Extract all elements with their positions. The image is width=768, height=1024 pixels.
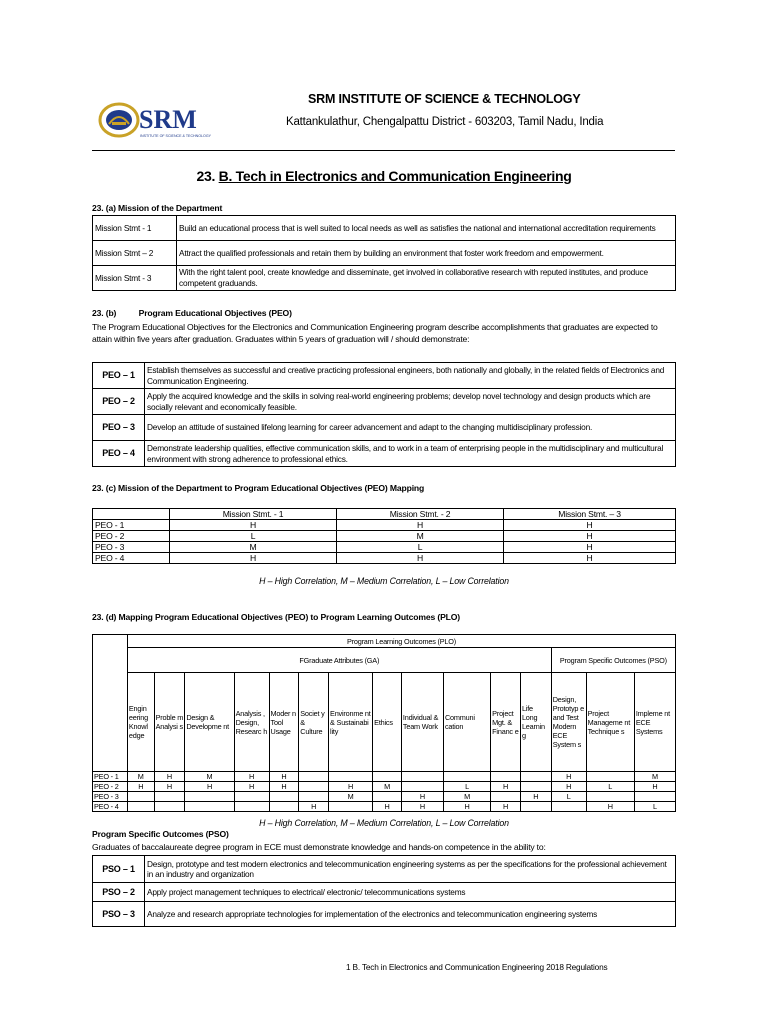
peo-heading: 23. (b) Program Educational Objectives (PEO) xyxy=(92,308,292,318)
table-cell xyxy=(586,792,634,802)
table-cell: M xyxy=(373,782,402,792)
pso-text: Apply project management techniques to electrical/ electronic/ telecommunications systems xyxy=(145,883,676,902)
table-cell: H xyxy=(299,802,329,812)
peo-row xyxy=(93,389,676,415)
mission-heading: 23. (a) Mission of the Department xyxy=(92,203,223,213)
table-cell: H xyxy=(401,802,443,812)
pso-intro: Graduates of baccalaureate degree program in ECE must demonstrate knowledge and hands-on competence in the ability to: xyxy=(92,842,546,852)
table-cell: H xyxy=(269,772,299,782)
attribute-header: Design & Developme nt xyxy=(185,673,234,772)
mission-row xyxy=(93,241,676,266)
pso-row xyxy=(93,902,676,927)
table-row xyxy=(93,520,676,531)
peo-text: Apply the acquired knowledge and the skills in solving real-world engineering problems; develop novel technology and design products which are socially relevant and economically feasible. xyxy=(145,389,676,415)
row-label: PEO - 4 xyxy=(93,802,128,812)
table-row xyxy=(93,553,676,564)
peo-plo-table xyxy=(92,634,676,812)
table-cell xyxy=(127,802,154,812)
table-cell: H xyxy=(551,782,586,792)
plo-header: Program Learning Outcomes (PLO) xyxy=(127,635,675,648)
table-cell xyxy=(329,772,373,782)
institute-name: SRM INSTITUTE OF SCIENCE & TECHNOLOGY xyxy=(308,92,581,106)
table-cell: H xyxy=(586,802,634,812)
peo-text: Demonstrate leadership qualities, effective communication skills, and to work in a team of enterprising people in the multidisciplinary and multicultural environment with strong adherence to professional ethics. xyxy=(145,441,676,467)
table-cell xyxy=(586,772,634,782)
mission-label: Mission Stmt – 2 xyxy=(93,241,177,266)
pso-text: Design, prototype and test modern electronics and telecommunication engineering systems as per the specifications for the professional achievement in an industry and organization xyxy=(145,856,676,883)
mission-peo-legend: H – High Correlation, M – Medium Correlation, L – Low Correlation xyxy=(259,576,509,586)
title-text: B. Tech in Electronics and Communication Engineering xyxy=(218,168,572,184)
table-row xyxy=(93,802,676,812)
row-label: PEO - 3 xyxy=(93,792,128,802)
table-cell xyxy=(154,792,185,802)
table-cell: H xyxy=(269,782,299,792)
row-label: PEO - 1 xyxy=(93,772,128,782)
table-cell xyxy=(269,792,299,802)
table-cell xyxy=(491,792,521,802)
column-header: Mission Stmt. - 1 xyxy=(170,509,337,520)
mission-row xyxy=(93,216,676,241)
column-header xyxy=(93,509,170,520)
empty-corner-cell xyxy=(93,635,128,772)
mission-text: Build an educational process that is well suited to local needs as well as satisfies the national and international accreditation requirements xyxy=(177,216,676,241)
table-cell xyxy=(373,772,402,782)
table-row xyxy=(93,772,676,782)
table-cell: H xyxy=(127,782,154,792)
attribute-header-row xyxy=(93,673,676,772)
attribute-header: Project Mgt. & Financ e xyxy=(491,673,521,772)
institute-address: Kattankulathur, Chengalpattu District - 603203, Tamil Nadu, India xyxy=(286,116,604,128)
attribute-header: Analysis , Design, Researc h xyxy=(234,673,269,772)
attribute-header: Proble m Analysi s xyxy=(154,673,185,772)
attribute-header: Project Manageme nt Technique s xyxy=(586,673,634,772)
mission-text: Attract the qualified professionals and retain them by building an environment that foster work freedom and empowerment. xyxy=(177,241,676,266)
pso-header: Program Specific Outcomes (PSO) xyxy=(551,648,675,673)
table-cell: H xyxy=(491,802,521,812)
table-row xyxy=(93,542,676,553)
table-cell xyxy=(551,802,586,812)
pso-label: PSO – 1 xyxy=(93,856,145,883)
row-label: PEO - 3 xyxy=(93,542,170,553)
table-cell: M xyxy=(185,772,234,782)
table-cell: H xyxy=(234,772,269,782)
table-cell xyxy=(520,782,551,792)
table-cell: H xyxy=(504,542,676,553)
table-cell xyxy=(185,792,234,802)
row-label: PEO - 4 xyxy=(93,553,170,564)
mission-label: Mission Stmt - 3 xyxy=(93,266,177,291)
table-cell: H xyxy=(170,520,337,531)
table-cell: H xyxy=(504,520,676,531)
attribute-header: Design, Prototyp e and Test Modern ECE System s xyxy=(551,673,586,772)
table-cell: H xyxy=(504,553,676,564)
attribute-header: Societ y & Culture xyxy=(299,673,329,772)
pso-row xyxy=(93,883,676,902)
table-cell: M xyxy=(443,792,490,802)
table-cell: L xyxy=(551,792,586,802)
mission-table xyxy=(92,215,676,291)
peo-label: PEO – 3 xyxy=(93,415,145,441)
attribute-header: Communi cation xyxy=(443,673,490,772)
table-cell: L xyxy=(443,782,490,792)
table-cell: L xyxy=(634,802,675,812)
table-cell xyxy=(401,782,443,792)
column-header: Mission Stmt. – 3 xyxy=(504,509,676,520)
ga-header: FGraduate Attributes (GA) xyxy=(127,648,551,673)
mission-row xyxy=(93,266,676,291)
table-cell: L xyxy=(586,782,634,792)
table-cell: L xyxy=(337,542,504,553)
plo-header-row xyxy=(93,635,676,648)
table-cell: L xyxy=(170,531,337,542)
table-cell xyxy=(299,792,329,802)
peo-row xyxy=(93,441,676,467)
page-footer: 1 B. Tech in Electronics and Communication Engineering 2018 Regulations xyxy=(346,962,608,972)
peo-label: PEO – 4 xyxy=(93,441,145,467)
table-cell: H xyxy=(170,553,337,564)
srm-logo xyxy=(97,98,225,144)
mission-peo-table xyxy=(92,508,676,564)
table-cell xyxy=(634,792,675,802)
table-cell: H xyxy=(329,782,373,792)
attribute-header: Life Long Learnin g xyxy=(520,673,551,772)
attribute-header: Individual & Team Work xyxy=(401,673,443,772)
mission-label: Mission Stmt - 1 xyxy=(93,216,177,241)
table-cell: M xyxy=(127,772,154,782)
table-cell xyxy=(373,792,402,802)
table-cell xyxy=(520,772,551,782)
row-label: PEO - 1 xyxy=(93,520,170,531)
peo-label: PEO – 1 xyxy=(93,363,145,389)
table-cell: M xyxy=(337,531,504,542)
ga-header-row xyxy=(93,648,676,673)
peo-table xyxy=(92,362,676,467)
pso-heading: Program Specific Outcomes (PSO) xyxy=(92,829,229,839)
row-label: PEO - 2 xyxy=(93,531,170,542)
table-header-row xyxy=(93,509,676,520)
table-row xyxy=(93,531,676,542)
table-cell: H xyxy=(401,792,443,802)
logo-wordmark: SRM xyxy=(139,105,197,134)
peo-label: PEO – 2 xyxy=(93,389,145,415)
table-cell xyxy=(520,802,551,812)
table-cell xyxy=(329,802,373,812)
table-cell: H xyxy=(520,792,551,802)
table-cell: H xyxy=(491,782,521,792)
table-cell xyxy=(443,772,490,782)
table-row xyxy=(93,782,676,792)
peo-text: Establish themselves as successful and creative practicing professional engineers, both nationally and globally, in the related fields of Electronics and Communication Engineering. xyxy=(145,363,676,389)
pso-text: Analyze and research appropriate technologies for implementation of the electronics and telecommunication engineering systems xyxy=(145,902,676,927)
table-cell: H xyxy=(551,772,586,782)
table-cell: H xyxy=(373,802,402,812)
attribute-header: Moder n Tool Usage xyxy=(269,673,299,772)
table-cell xyxy=(299,782,329,792)
pso-label: PSO – 2 xyxy=(93,883,145,902)
table-cell: H xyxy=(185,782,234,792)
pso-table xyxy=(92,855,676,927)
table-cell: H xyxy=(154,782,185,792)
table-cell xyxy=(299,772,329,782)
table-row xyxy=(93,792,676,802)
column-header: Mission Stmt. - 2 xyxy=(337,509,504,520)
table-cell: H xyxy=(337,520,504,531)
table-cell: H xyxy=(154,772,185,782)
table-cell: H xyxy=(634,782,675,792)
table-cell xyxy=(234,792,269,802)
table-cell: M xyxy=(329,792,373,802)
peo-intro: The Program Educational Objectives for the Electronics and Communication Engineering program describe accomplishments that graduates are expected to attain within five years after graduation. Graduates within 5 years of graduation will / should demonstrate: xyxy=(92,322,658,344)
peo-plo-heading: 23. (d) Mapping Program Educational Objectives (PEO) to Program Learning Outcomes (PLO) xyxy=(92,612,460,622)
table-cell xyxy=(127,792,154,802)
row-label: PEO - 2 xyxy=(93,782,128,792)
mission-peo-heading: 23. (c) Mission of the Department to Program Educational Objectives (PEO) Mapping xyxy=(92,483,425,493)
table-cell: H xyxy=(504,531,676,542)
attribute-header: Ethics xyxy=(373,673,402,772)
table-cell xyxy=(491,772,521,782)
table-cell: H xyxy=(234,782,269,792)
attribute-header: Environme nt & Sustainabi lity xyxy=(329,673,373,772)
pso-row xyxy=(93,856,676,883)
table-cell xyxy=(154,802,185,812)
mission-text: With the right talent pool, create knowledge and disseminate, get involved in collaborative research with reputed institutes, and produce competent graduands. xyxy=(177,266,676,291)
table-cell: H xyxy=(337,553,504,564)
attribute-header: Engin eering Knowl edge xyxy=(127,673,154,772)
table-cell: M xyxy=(170,542,337,553)
table-cell xyxy=(269,802,299,812)
table-cell xyxy=(401,772,443,782)
header-divider xyxy=(92,150,675,151)
table-cell xyxy=(234,802,269,812)
document-title xyxy=(0,168,768,184)
pso-label: PSO – 3 xyxy=(93,902,145,927)
table-cell: H xyxy=(443,802,490,812)
attribute-header: Impleme nt ECE Systems xyxy=(634,673,675,772)
logo-subtext: INSTITUTE OF SCIENCE & TECHNOLOGY xyxy=(140,134,212,138)
peo-plo-legend: H – High Correlation, M – Medium Correlation, L – Low Correlation xyxy=(259,818,509,828)
peo-row xyxy=(93,363,676,389)
peo-text: Develop an attitude of sustained lifelong learning for career advancement and adapt to the changing multidisciplinary profession. xyxy=(145,415,676,441)
peo-row xyxy=(93,415,676,441)
table-cell: M xyxy=(634,772,675,782)
title-number: 23. xyxy=(196,168,219,184)
table-cell xyxy=(185,802,234,812)
